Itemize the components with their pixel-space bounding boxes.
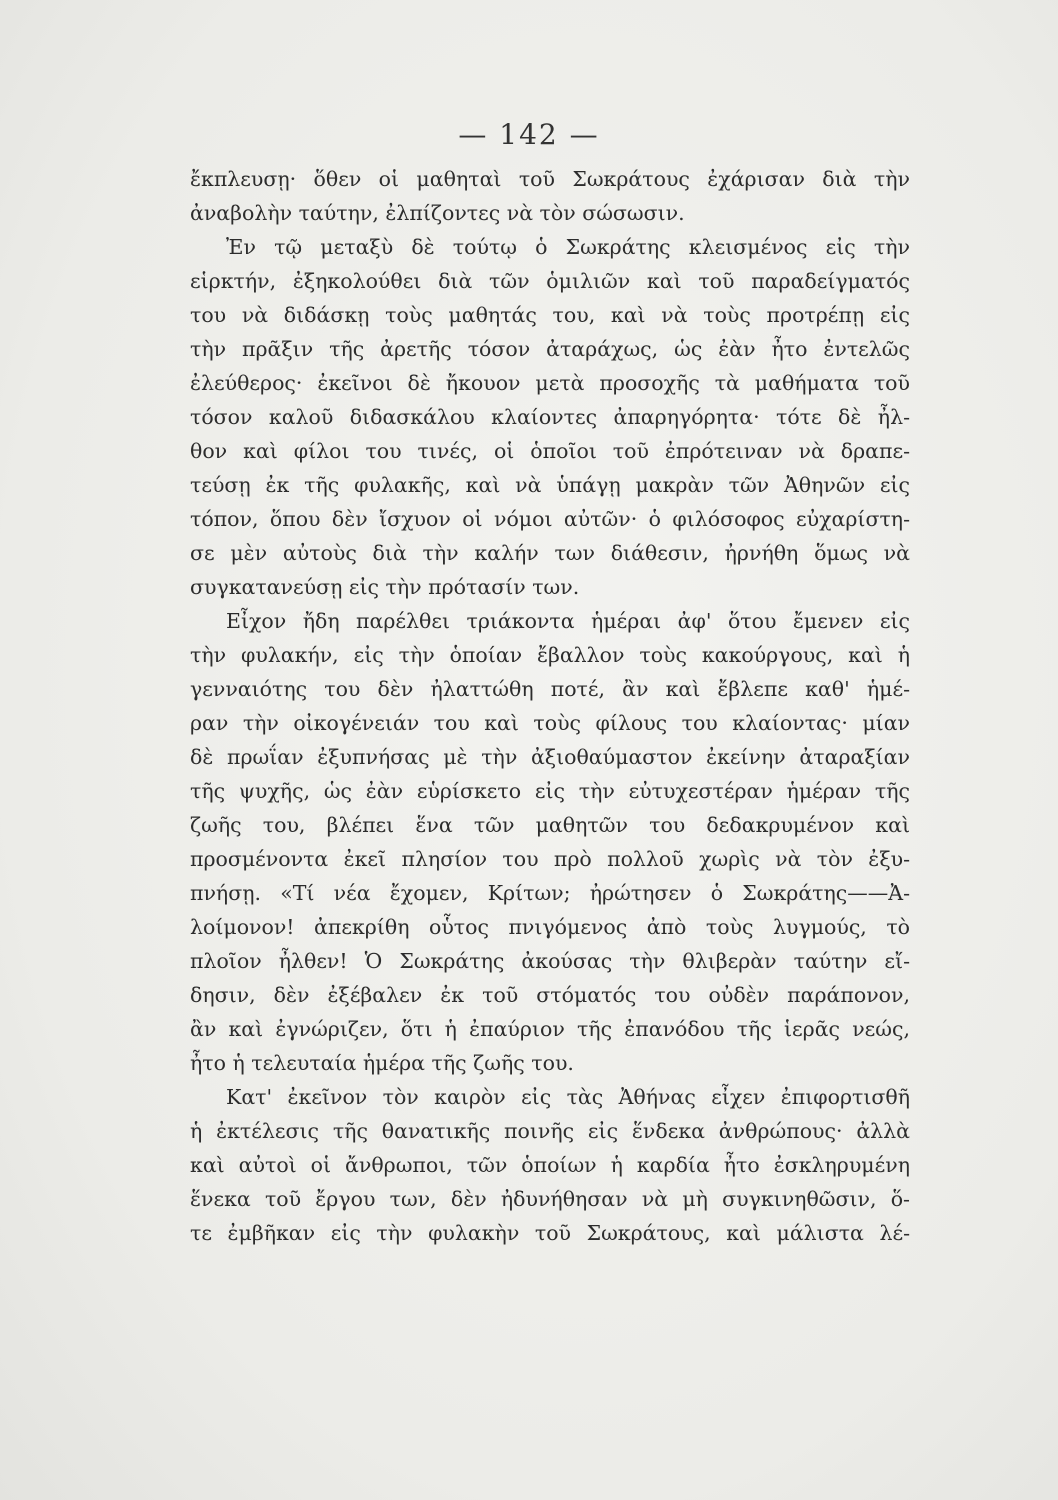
- text-line: ραν τὴν οἰκογένειάν του καὶ τοὺς φίλους του κλαίοντας· μίαν: [190, 711, 910, 735]
- text-line: ἔκπλευσῃ· ὅθεν οἱ μαθηταὶ τοῦ Σωκράτους ἐχάρισαν διὰ τὴν: [190, 167, 910, 191]
- text-line: ἂν καὶ ἐγνώριζεν, ὅτι ἡ ἐπαύριον τῆς ἐπανόδου τῆς ἱερᾶς νεώς,: [190, 1017, 910, 1041]
- text-line: τόπον, ὅπου δὲν ἴσχυον οἱ νόμοι αὐτῶν· ὁ φιλόσοφος εὐχαρίστη-: [190, 507, 910, 531]
- text-line: θον καὶ φίλοι του τινές, οἱ ὁποῖοι τοῦ ἐπρότειναν νὰ δραπε-: [190, 439, 910, 463]
- text-line: δὲ πρωΐαν ἐξυπνήσας μὲ τὴν ἀξιοθαύμαστον ἐκείνην ἀταραξίαν: [190, 745, 910, 769]
- text-line: καὶ αὐτοὶ οἱ ἄνθρωποι, τῶν ὁποίων ἡ καρδία ἦτο ἐσκληρυμένη: [190, 1153, 910, 1177]
- text-line: γενναιότης του δὲν ἠλαττώθη ποτέ, ἂν καὶ ἔβλεπε καθ' ἡμέ-: [190, 677, 910, 701]
- text-line: πλοῖον ἦλθεν! Ὁ Σωκράτης ἀκούσας τὴν θλιβερὰν ταύτην εἴ-: [190, 949, 910, 973]
- text-line: Κατ' ἐκεῖνον τὸν καιρὸν εἰς τὰς Ἀθήνας εἶχεν ἐπιφορτισθῆ: [226, 1085, 910, 1109]
- text-line: προσμένοντα ἐκεῖ πλησίον του πρὸ πολλοῦ χωρὶς νὰ τὸν ἐξυ-: [190, 847, 910, 871]
- text-line: ἐλεύθερος· ἐκεῖνοι δὲ ἤκουον μετὰ προσοχῆς τὰ μαθήματα τοῦ: [190, 371, 910, 395]
- text-line: ἡ ἐκτέλεσις τῆς θανατικῆς ποινῆς εἰς ἕνδεκα ἀνθρώπους· ἀλλὰ: [190, 1119, 910, 1143]
- text-line: Ἐν τῷ μεταξὺ δὲ τούτῳ ὁ Σωκράτης κλεισμένος εἰς τὴν: [226, 235, 910, 259]
- text-line: ἕνεκα τοῦ ἔργου των, δὲν ἠδυνήθησαν νὰ μὴ συγκινηθῶσιν, ὅ-: [190, 1187, 910, 1211]
- text-line: τὴν πρᾶξιν τῆς ἀρετῆς τόσον ἀταράχως, ὡς ἐὰν ἦτο ἐντελῶς: [190, 337, 910, 361]
- text-line: τεύσῃ ἐκ τῆς φυλακῆς, καὶ νὰ ὑπάγῃ μακρὰν τῶν Ἀθηνῶν εἰς: [190, 473, 910, 497]
- text-line: δησιν, δὲν ἐξέβαλεν ἐκ τοῦ στόματός του οὐδὲν παράπονον,: [190, 983, 910, 1007]
- body-text: [190, 162, 910, 1250]
- text-line: συγκατανεύσῃ εἰς τὴν πρότασίν των.: [190, 575, 580, 599]
- text-line: σε μὲν αὐτοὺς διὰ τὴν καλήν των διάθεσιν, ἠρνήθη ὅμως νὰ: [190, 541, 910, 565]
- page-number: — 142 —: [458, 118, 600, 151]
- text-line: ζωῆς του, βλέπει ἕνα τῶν μαθητῶν του δεδακρυμένον καὶ: [190, 813, 910, 837]
- text-line: τῆς ψυχῆς, ὡς ἐὰν εὑρίσκετο εἰς τὴν εὐτυχεστέραν ἡμέραν τῆς: [190, 779, 910, 803]
- text-line: Εἶχον ἤδη παρέλθει τριάκοντα ἡμέραι ἀφ' ὅτου ἔμενεν εἰς: [226, 609, 910, 633]
- text-line: τόσον καλοῦ διδασκάλου κλαίοντες ἀπαρηγόρητα· τότε δὲ ἦλ-: [190, 405, 910, 429]
- text-line: εἱρκτήν, ἐξηκολούθει διὰ τῶν ὁμιλιῶν καὶ τοῦ παραδείγματός: [190, 269, 910, 293]
- text-line: τὴν φυλακήν, εἰς τὴν ὁποίαν ἔβαλλον τοὺς κακούργους, καὶ ἡ: [190, 643, 910, 667]
- text-line: λοίμονον! ἀπεκρίθη οὗτος πνιγόμενος ἀπὸ τοὺς λυγμούς, τὸ: [190, 915, 910, 939]
- text-line: ἀναβολὴν ταύτην, ἐλπίζοντες νὰ τὸν σώσωσιν.: [190, 201, 685, 225]
- text-line: του νὰ διδάσκῃ τοὺς μαθητάς του, καὶ νὰ τοὺς προτρέπῃ εἰς: [190, 303, 910, 327]
- text-line: ἦτο ἡ τελευταία ἡμέρα τῆς ζωῆς του.: [190, 1051, 574, 1075]
- text-line: πνήσῃ. «Τί νέα ἔχομεν, Κρίτων; ἠρώτησεν ὁ Σωκράτης——Ἀ-: [190, 881, 910, 905]
- text-line: τε ἐμβῆκαν εἰς τὴν φυλακὴν τοῦ Σωκράτους, καὶ μάλιστα λέ-: [190, 1221, 910, 1245]
